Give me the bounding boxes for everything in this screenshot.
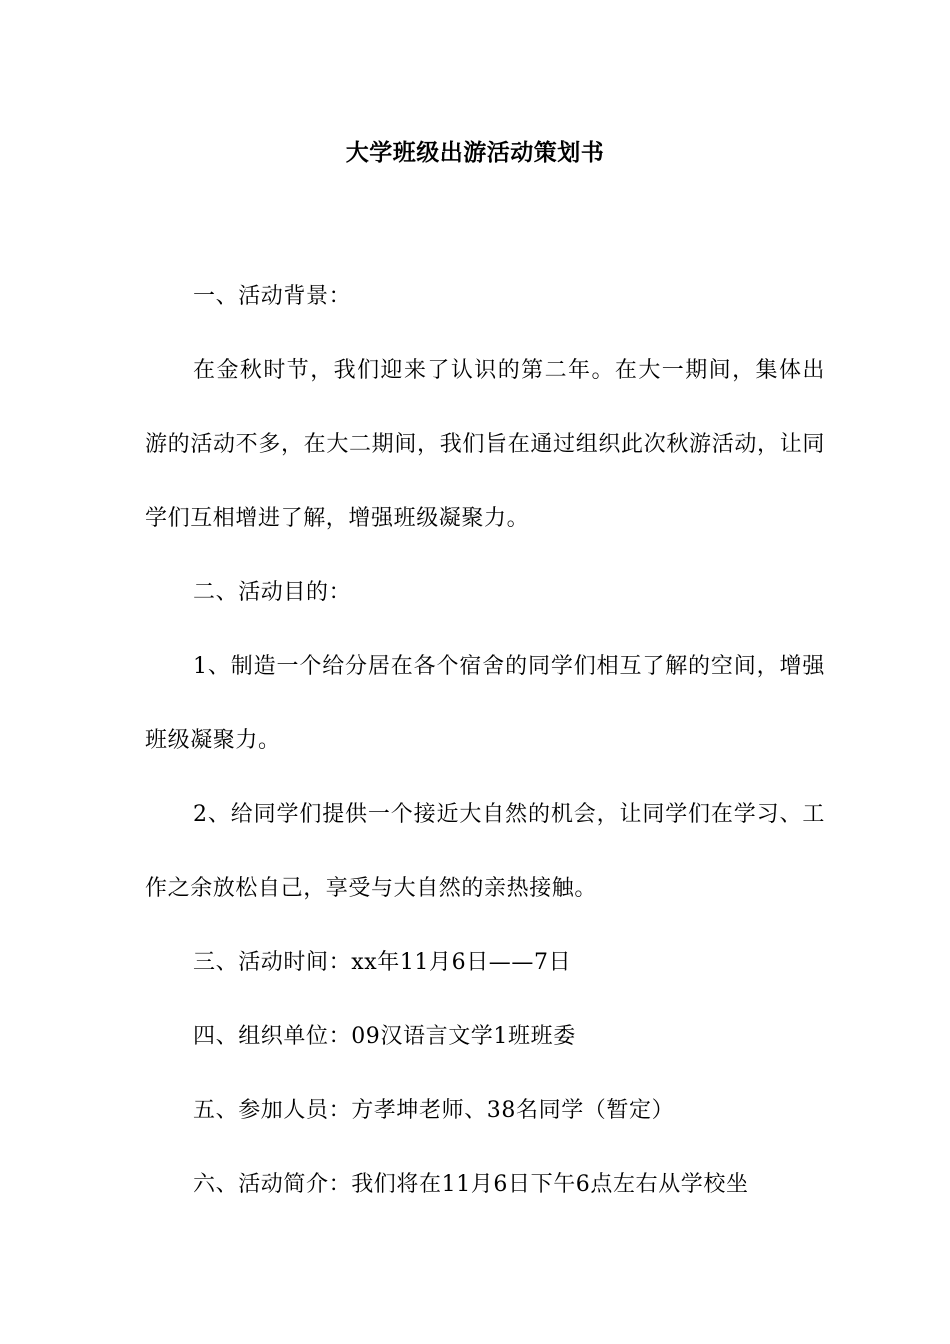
paragraph-participants: 五、参加人员：方孝坤老师、38名同学（暂定） xyxy=(193,1098,675,1123)
section-heading-purpose: 二、活动目的： xyxy=(193,580,352,605)
document-title: 大学班级出游活动策划书 xyxy=(345,139,605,166)
paragraph-purpose-1: 1、制造一个给分居在各个宿舍的同学们相互了解的空间，增强班级凝聚力。 xyxy=(145,654,825,753)
section-heading-background: 一、活动背景： xyxy=(193,284,352,309)
paragraph-time: 三、活动时间：xx年11月6日——7日 xyxy=(193,950,572,975)
paragraph-background: 在金秋时节，我们迎来了认识的第二年。在大一期间，集体出游的活动不多，在大二期间，我们旨在通过组织此次秋游活动，让同学们互相增进了解，增强班级凝聚力。 xyxy=(145,358,825,531)
paragraph-introduction: 六、活动简介：我们将在11月6日下午6点左右从学校坐 xyxy=(193,1172,749,1197)
paragraph-organizer: 四、组织单位：09汉语言文学1班班委 xyxy=(193,1024,576,1049)
paragraph-purpose-2: 2、给同学们提供一个接近大自然的机会，让同学们在学习、工作之余放松自己，享受与大自然的亲热接触。 xyxy=(145,802,825,901)
document-body xyxy=(145,260,825,1222)
